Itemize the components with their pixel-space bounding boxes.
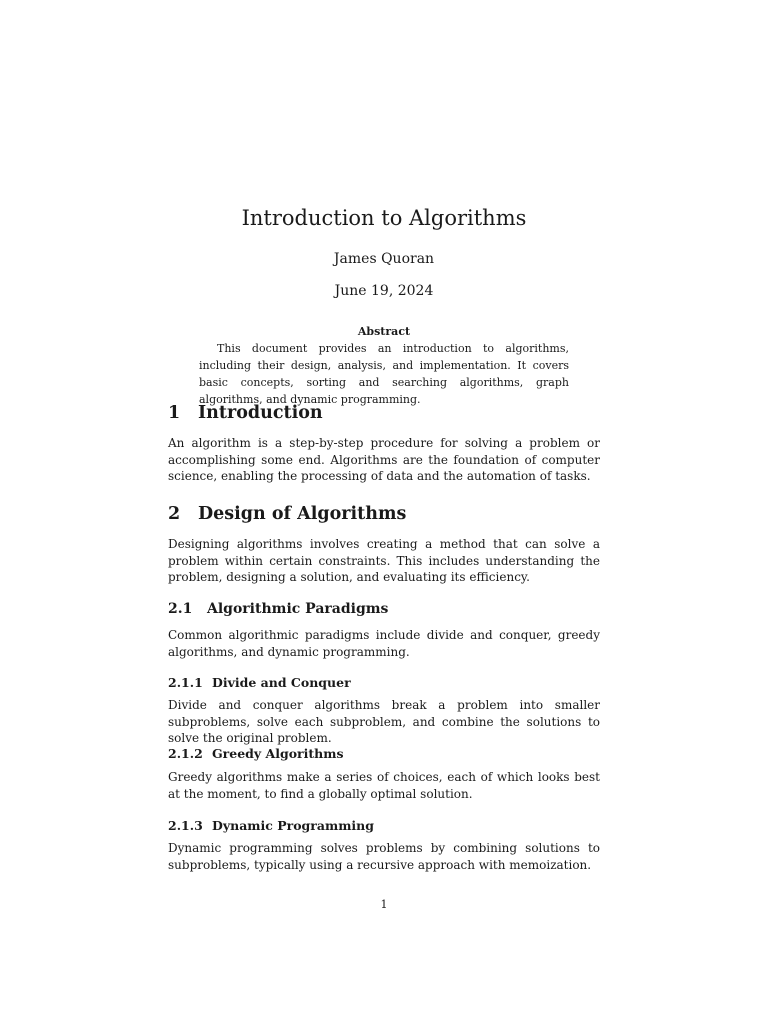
section-number: 1 [168, 403, 181, 423]
section-title: Introduction [198, 403, 323, 423]
subsubsection-number: 2.1.2 [168, 746, 203, 761]
subsection-title: Algorithmic Paradigms [207, 601, 389, 617]
section-title: Design of Algorithms [198, 504, 407, 524]
section-text-design: Designing algorithms involves creating a method that can solve a problem within certain constraints. This includes understanding the problem, designing a solution, and evaluating its efficiency. [168, 537, 600, 584]
document-author: James Quoran [333, 251, 435, 267]
section-heading-introduction [168, 403, 323, 423]
subsubsection-title: Dynamic Programming [212, 818, 375, 833]
subsubsection-number: 2.1.3 [168, 818, 203, 833]
section-text-introduction: An algorithm is a step-by-step procedure for solving a problem or accomplishing some end. Algorithms are the foundation of computer science, enabling the processing of data and the automation of tasks. [168, 436, 600, 483]
subsubsection-heading-greedy [168, 746, 344, 761]
document-date: June 19, 2024 [334, 283, 434, 299]
subsection-number: 2.1 [168, 601, 193, 617]
subsubsection-number: 2.1.1 [168, 675, 203, 690]
subsubsection-text-divide-conquer: Divide and conquer algorithms break a problem into smaller subproblems, solve each subproblem, and combine the solutions to solve the original problem. [168, 698, 600, 745]
subsection-text-paradigms: Common algorithmic paradigms include divide and conquer, greedy algorithms, and dynamic programming. [168, 628, 600, 659]
subsubsection-title: Divide and Conquer [212, 675, 351, 690]
subsubsection-text-dynamic: Dynamic programming solves problems by combining solutions to subproblems, typically using a recursive approach with memoization. [168, 841, 600, 872]
section-heading-design [168, 504, 406, 524]
subsection-heading-paradigms [168, 601, 388, 617]
subsubsection-heading-dynamic [168, 818, 374, 833]
abstract-heading: Abstract [357, 325, 411, 338]
subsubsection-heading-divide-conquer [168, 675, 351, 690]
page-number: 1 [380, 898, 388, 911]
subsubsection-text-greedy: Greedy algorithms make a series of choices, each of which looks best at the moment, to find a globally optimal solution. [168, 770, 600, 801]
section-number: 2 [168, 504, 181, 524]
subsubsection-title: Greedy Algorithms [212, 746, 344, 761]
document-title: Introduction to Algorithms [241, 206, 527, 230]
abstract-text: This document provides an introduction to algorithms, including their design, analysis, and implementation. It covers basic concepts, sorting and searching algorithms, graph algorithms, and dynamic programming. [199, 342, 569, 406]
